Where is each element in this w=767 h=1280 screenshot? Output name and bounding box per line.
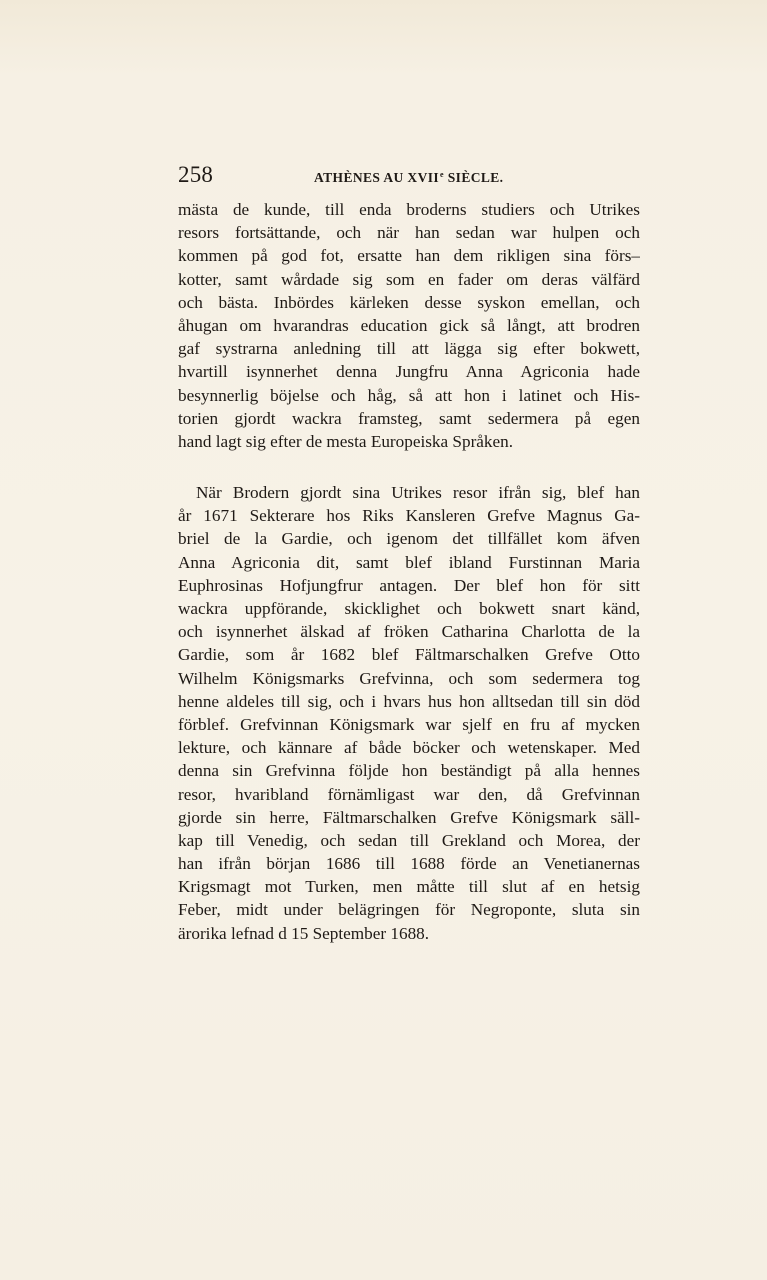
- text-line: torien gjordt wackra framsteg, samt sedermera på egen: [178, 408, 640, 428]
- text-line: Gardie, som år 1682 blef Fältmarschalken Grefve Otto: [178, 645, 640, 665]
- text-line: kommen på god fot, ersatte han dem rikligen sina förs–: [178, 246, 640, 266]
- text-line: förblef. Grefvinnan Königsmark war sjelf en fru af mycken: [178, 714, 640, 734]
- text-line: och bästa. Inbördes kärleken desse syskon emellan, och: [178, 292, 640, 312]
- text-line: åhugan om hvarandras education gick så långt, att brodren: [178, 315, 640, 335]
- page-header: [178, 160, 640, 190]
- text-line: resors fortsättande, och när han sedan war hulpen och: [178, 223, 640, 243]
- running-head-title: ATHÈNES AU XVII: [314, 170, 440, 185]
- text-line: kotter, samt wårdade sig som en fader om deras välfärd: [178, 269, 640, 289]
- running-head-superscript: e: [440, 170, 444, 179]
- text-line: Feber, midt under belägringen för Negroponte, sluta sin: [178, 900, 640, 920]
- text-line: hand lagt sig efter de mesta Europeiska Språken.: [178, 431, 514, 451]
- paragraph-1: [178, 198, 640, 453]
- text-line: Wilhelm Königsmarks Grefvinna, och som sedermera tog: [178, 668, 640, 688]
- running-head-tail: SIÈCLE.: [443, 170, 504, 185]
- paragraph-gap: [178, 453, 640, 481]
- text-line: Krigsmagt mot Turken, men måtte till slut af en hetsig: [178, 877, 640, 897]
- text-line: och isynnerhet älskad af fröken Catharina Charlotta de la: [178, 622, 640, 642]
- text-line: år 1671 Sekterare hos Riks Kansleren Grefve Magnus Ga-: [178, 506, 640, 526]
- text-line: besynnerlig böjelse och håg, så att hon i latinet och His-: [178, 385, 640, 405]
- text-line: kap till Venedig, och sedan till Grekland och Morea, der: [178, 830, 640, 850]
- text-line: Anna Agriconia dit, samt blef ibland Furstinnan Maria: [178, 552, 640, 572]
- text-line: ärorika lefnad d 15 September 1688.: [178, 923, 430, 943]
- text-line: gaf systrarna anledning till att lägga sig efter bokwett,: [178, 339, 640, 359]
- text-line: henne aldeles till sig, och i hvars hus hon alltsedan till sin död: [178, 691, 640, 711]
- text-line: Euphrosinas Hofjungfrur antagen. Der blef hon för sitt: [178, 575, 640, 595]
- text-line: resor, hvaribland förnämligast war den, då Grefvinnan: [178, 784, 640, 804]
- body-text: [178, 198, 640, 945]
- text-line: mästa de kunde, till enda broderns studiers och Utrikes: [178, 200, 640, 219]
- page-number: 258: [178, 162, 214, 187]
- text-line: När Brodern gjordt sina Utrikes resor ifrån sig, blef han: [196, 483, 640, 503]
- text-line: han ifrån början 1686 till 1688 förde an Venetianernas: [178, 854, 640, 874]
- text-line: briel de la Gardie, och igenom det tillfället kom äfven: [178, 529, 640, 549]
- text-line: wackra uppförande, skicklighet och bokwett snart känd,: [178, 599, 640, 618]
- text-line: lekture, och kännare af både böcker och wetenskaper. Med: [178, 738, 640, 758]
- running-head: [314, 164, 503, 189]
- text-line: denna sin Grefvinna följde hon beständigt på alla hennes: [178, 761, 640, 781]
- text-line: hvartill isynnerhet denna Jungfru Anna Agriconia hade: [178, 362, 640, 382]
- text-line: gjorde sin herre, Fältmarschalken Grefve Königsmark säll-: [178, 807, 640, 827]
- paragraph-2: [178, 481, 640, 945]
